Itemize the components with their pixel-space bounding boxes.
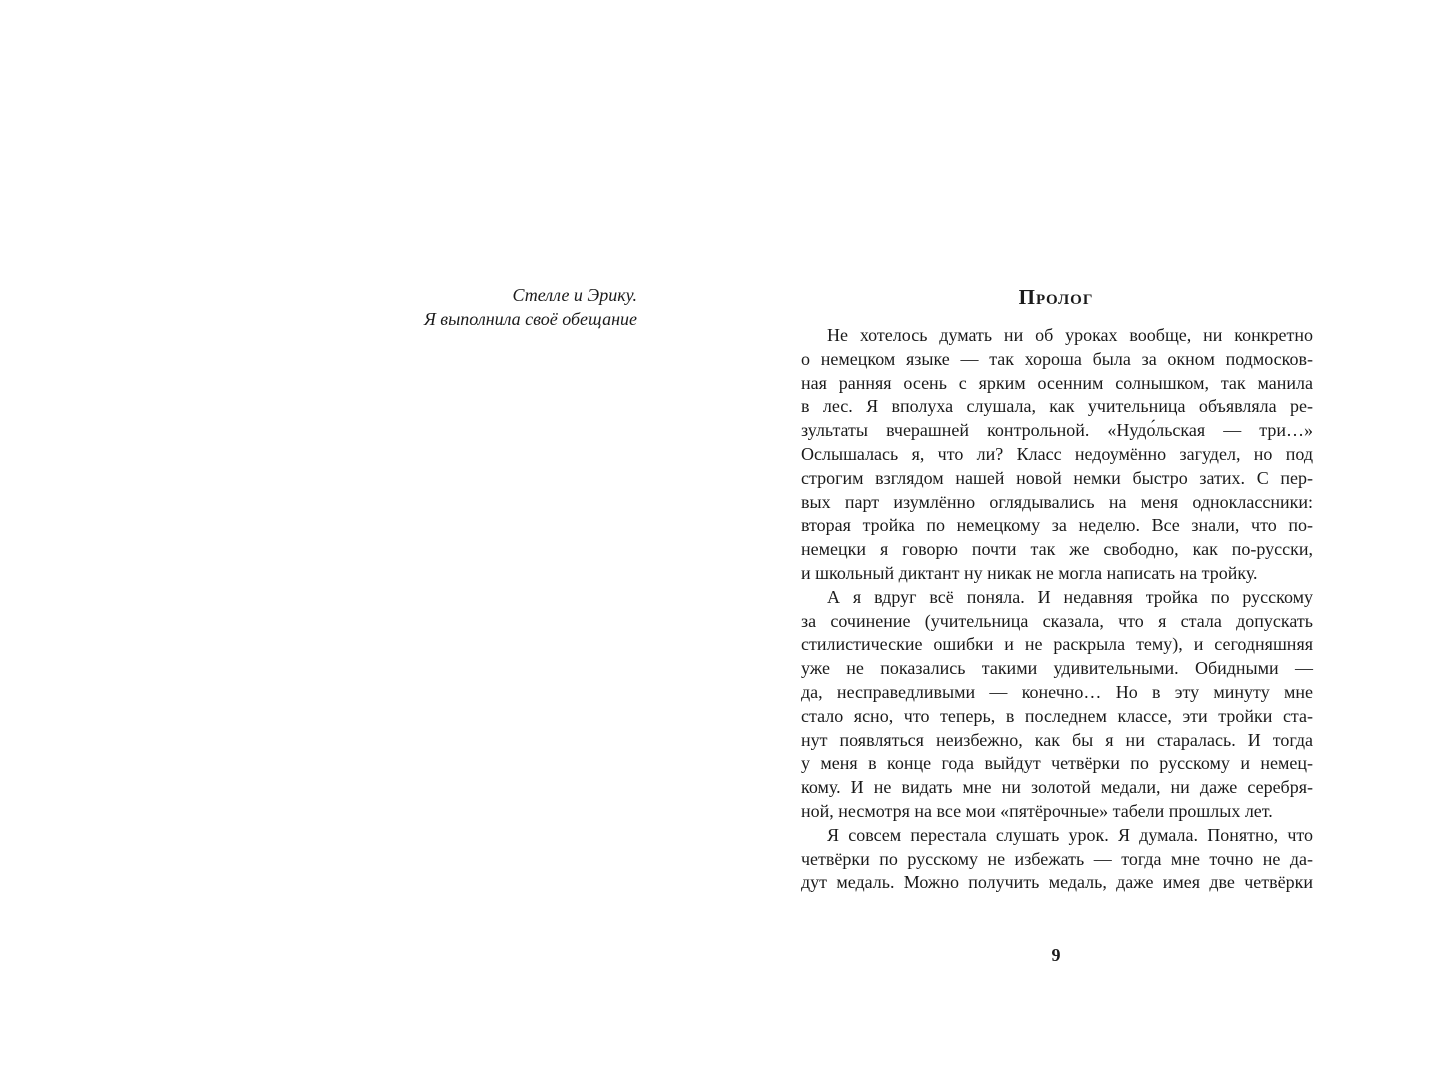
text-line: и школьный диктант ну никак не могла написать на тройку. bbox=[801, 562, 1258, 583]
dedication-line: Стелле и Эрику. bbox=[512, 285, 637, 305]
text-line: вых парт изумлённо оглядывались на меня одноклассники: bbox=[801, 491, 1313, 512]
text-line: кому. И не видать мне ни золотой медали, ни даже серебря- bbox=[801, 777, 1313, 798]
text-line: уже не показались такими удивительными. Обидными — bbox=[801, 658, 1313, 679]
body-text bbox=[801, 324, 1313, 895]
page-number: 9 bbox=[1051, 945, 1061, 965]
text-line: за сочинение (учительница сказала, что я стала допускать bbox=[801, 610, 1313, 631]
right-page bbox=[720, 0, 1439, 1080]
text-line: Не хотелось думать ни об уроках вообще, ни конкретно bbox=[827, 325, 1313, 345]
text-line: да, несправедливыми — конечно… Но в эту минуту мне bbox=[801, 681, 1313, 702]
text-line: стало ясно, что теперь, в последнем классе, эти тройки ста- bbox=[801, 705, 1313, 726]
text-line: у меня в конце года выйдут четвёрки по русскому и немец- bbox=[801, 753, 1313, 774]
dedication-line: Я выполнила своё обещание bbox=[423, 309, 637, 329]
text-line: ной, несмотря на все мои «пятёрочные» табели прошлых лет. bbox=[801, 800, 1273, 821]
text-line: о немецком языке — так хороша была за окном подмосков- bbox=[801, 348, 1313, 369]
text-line: дут медаль. Можно получить медаль, даже имея две четвёрки bbox=[801, 872, 1313, 893]
text-line: строгим взглядом нашей новой немки быстро затих. С пер- bbox=[801, 467, 1313, 488]
text-line: четвёрки по русскому не избежать — тогда мне точно не да- bbox=[801, 848, 1313, 869]
text-line: немецки я говорю почти так же свободно, как по-русски, bbox=[801, 539, 1313, 560]
text-line: стилистические ошибки и не раскрыла тему), и сегодняшняя bbox=[801, 634, 1313, 655]
text-line: Я совсем перестала слушать урок. Я думала. Понятно, что bbox=[827, 824, 1313, 845]
text-line: ная ранняя осень с ярким осенним солнышком, так манила bbox=[801, 372, 1313, 393]
text-line: А я вдруг всё поняла. И недавняя тройка по русскому bbox=[827, 586, 1313, 607]
text-line: Ослышалась я, что ли? Класс недоумённо загудел, но под bbox=[801, 443, 1313, 464]
text-line: зультаты вчерашней контрольной. «Нудо́льская — три…» bbox=[801, 420, 1313, 441]
text-line: нут появляться неизбежно, как бы я ни старалась. И тогда bbox=[801, 729, 1313, 750]
text-line: вторая тройка по немецкому за неделю. Все знали, что по- bbox=[801, 515, 1313, 536]
text-line: в лес. Я вполуха слушала, как учительница объявляла ре- bbox=[801, 396, 1313, 417]
chapter-title: Пролог bbox=[1018, 285, 1094, 309]
dedication bbox=[424, 283, 637, 331]
